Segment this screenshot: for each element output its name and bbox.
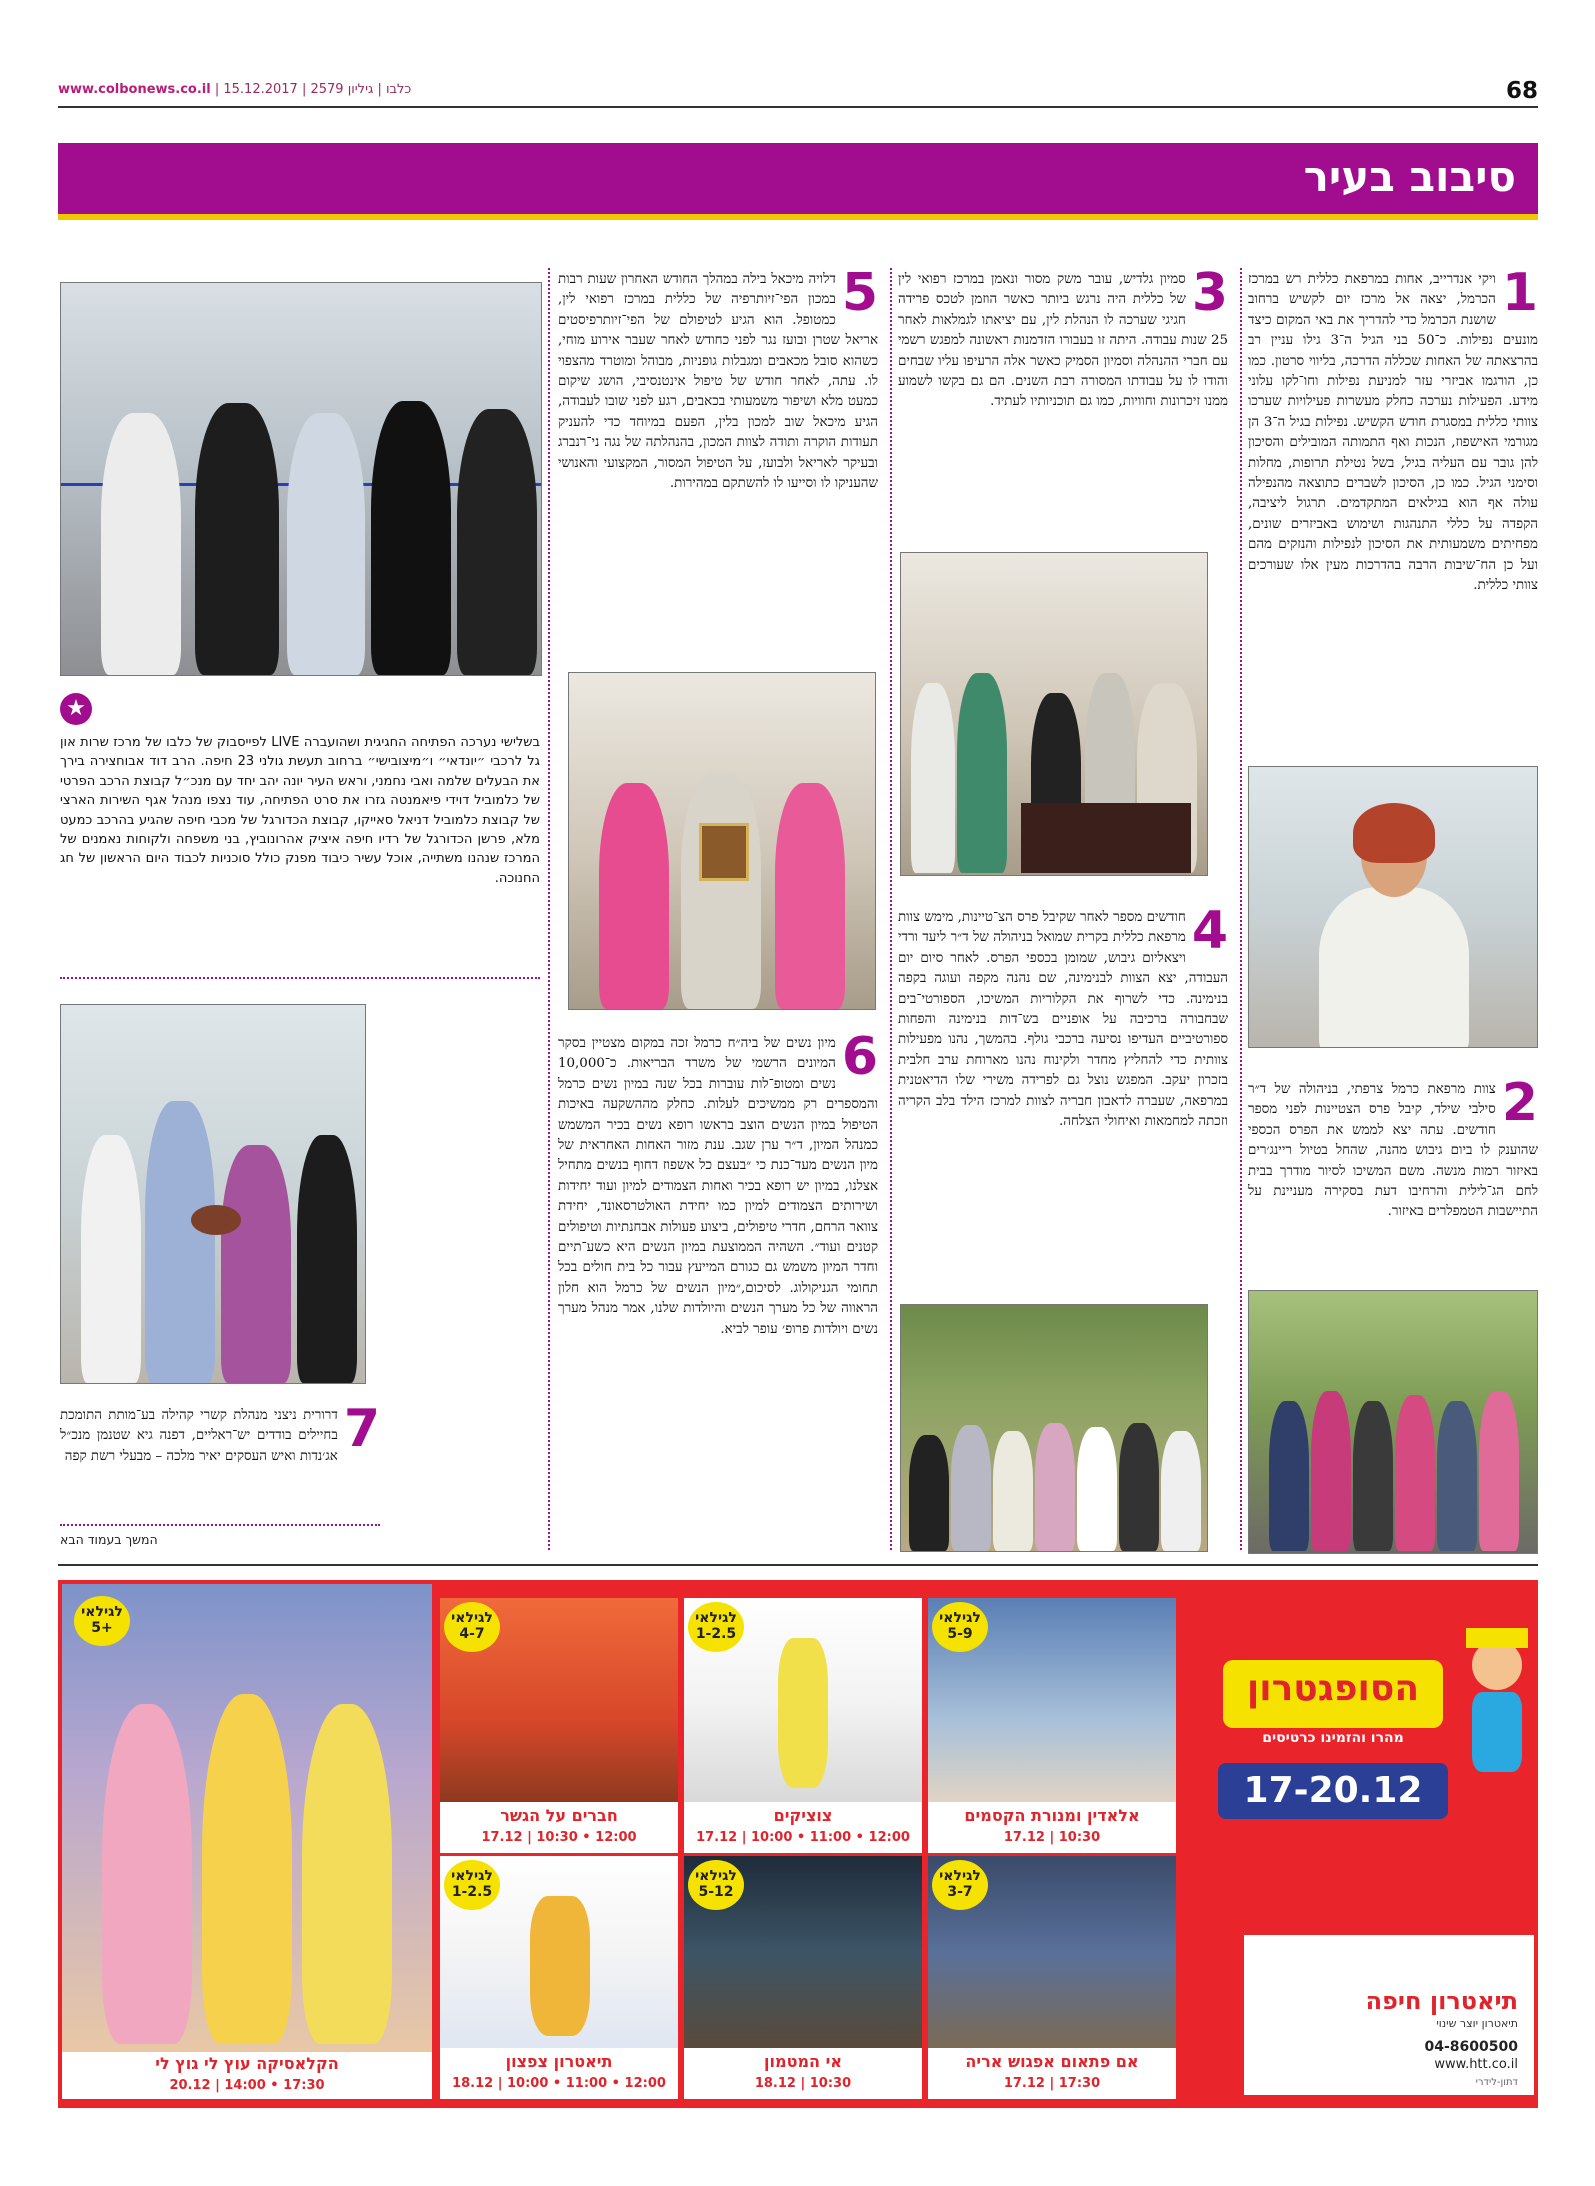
- column-divider: [890, 268, 892, 1550]
- show-times: 10:30 | 17.12: [1003, 1830, 1101, 1845]
- show-title: הקלאסיקה עוץ לי גוץ לי: [155, 2054, 339, 2073]
- age-badge: לגילאי 4-7: [444, 1602, 500, 1652]
- item-text: חודשים מספר לאחר שקיבל פרס הצ־טיינות, מימש צוות מרפאת כללית בקרית שמואל בניהולה של ד״ר ליעד ורדי ויצאליום גיבוש, שמומן בכספי הפרס. לאחר סיום יום העבודה, יצא הצוות לבנימינה, שם נהנה מקפה ועוגה בקפה בנימינה. כדי לשרוף את הקלוריות המשיכו, הספורטי־בים שבחבורה ברכיבה על אופניים בש־דות בנימינה והפחות ספורטיביים העדיפו נסיעה ברכבי גולף. בהמשך, נהנו מפעילות צוותית כדי להחליץ מחדר ולקינוח נהנו מארוחת ערב חלבית בזכרון יעקב. המפגש נוצל גם לפרידה משירי שלו הדיאטנית במרפאה, שעברה לדאבון חבריה לצוות למרכז הילד בלב הקריה וזכתה למחמאות ואיחולי הצלחה.: [898, 910, 1228, 1130]
- show-card[interactable]: [684, 1856, 922, 2099]
- item-text: צוות מרפאת כרמל צרפתי, בניהולה של ד״ר סילבי שילד, קיבל פרס הצטיינות לפני מספר חודשים. עתה יצא לממש את הפרס הכספי שהוענק לו ביום גיבוש מהנה, שהחל בטיול ריינג׳רים באיזור רמות מנשה. משם המשיכו לסיור מודרך בבית לחם הג־לילית והרחיבו דעת בסקירה מעניינת על התיישבות הטמפלרים באיזור.: [1248, 1082, 1538, 1220]
- show-card[interactable]: [440, 1856, 678, 2099]
- mascot-illustration: [1458, 1620, 1534, 1820]
- section-banner: [58, 143, 1538, 220]
- item-1: [1248, 270, 1538, 758]
- site-url[interactable]: www.colbonews.co.il: [58, 82, 211, 97]
- item-7: [60, 1406, 380, 1516]
- photo-womens-er-team: [60, 1004, 366, 1384]
- festival-title: הסופגטרון: [1223, 1660, 1443, 1728]
- item-number: 2: [1501, 1080, 1538, 1133]
- theatre-logo[interactable]: [1244, 1935, 1534, 2095]
- site-header: [58, 82, 411, 97]
- photo-opening-ceremony: [60, 282, 542, 676]
- page-number: 68: [1505, 78, 1538, 104]
- item-number: 7: [343, 1406, 380, 1459]
- item-text: ויקי אנדרייב, אחות במרפאת כללית רש במרכז הכרמל, יצאה אל מרכז יום לקשיש ברחוב שושנת הכרמל כדי להדריך את באי המקום כיצד מונעים נפילות. כ־50 בני הגיל ה־3 גילו עניין רב בהרצאתה של האחות שכללה הדרכה, בליווי סרטון. כמו כן, הורגמו אביזרי עזר למניעת נפילות וחו־לקו עלוני מידע. הפעילות נערכה כחלק מעשרות פעילויות שערכו צוותי כללית במסגרת חודש הקשיש. נפילות בגיל ה־3 הן מגורמי האישפוז, הנכות ואף התמותה המובילים והסיכון להן גובר עם העליה בגיל, בשל נטילת תרופות, מחלות וסימני הגיל. כמו כן, הסיכון לשברים כתוצאה מהנפילה עולה אף הוא בגילאים המתקדמים. תרגול ליציבה, הקפדה על כללי התנהגות ושימוש באביזרים שונים, מפחיתים משמעותית את הסיכון לנפילות והנזקים מהם ועל כן הח־שיבות הרבה בהדרכות מעין אלו שעורכים צוותי כללית.: [1248, 272, 1538, 594]
- age-badge: לגילאי 3-7: [932, 1860, 988, 1910]
- publication-info: | כלבו | גיליון 2579 | 15.12.2017: [214, 82, 412, 97]
- age-badge: לגילאי +5: [74, 1596, 130, 1646]
- theatre-name: תיאטרון חיפה: [1365, 1987, 1518, 2015]
- show-card[interactable]: [928, 1856, 1176, 2099]
- ad-rule: [58, 1564, 1538, 1566]
- item-text: דלויה מיכאל בילה במהלך החודש האחרון שעות רבות במכון הפי־זיותרפיה של כללית במרכז רפואי לין, כמטופל. הוא הגיע לטיפולם של הפי־זיותרפיסטים אריאל שטרן ובועז נגר לפני כחודש לאחר שעבר אירוע מוחי, כשהוא סובל מכאבים ומגבלות גופניות, מבוהל ומוטרד מהצפוי לו. עתה, לאחר חודש של טיפול אינטנסיבי, הושג שיקום כמעט מלא ושיפור משמעותי בכאבים, רגע לפני שובו לעבודה, הגיע מיכאל שוב למכון בלין, הפעם במיוחד כדי להעניק תעודות הוקרה ותודה לצוות המכון, בהנהלתה של נגה ני־רנברג ובעיקר לאריאל ולבועז, על הטיפול המסור, המקצועי והאנושי שהעניקו לו וסייעו לו להשתקם במהירות.: [558, 272, 878, 492]
- column-divider: [548, 268, 550, 1550]
- show-card-featured[interactable]: [62, 1584, 432, 2099]
- item-number: 3: [1191, 270, 1228, 323]
- photo-clinic-team-outing: [900, 1304, 1208, 1552]
- star-caption: בשלישי נערכה הפתיחה החגיגית ושהועברה LIVE לפייסבוק של כלבו של מרכז שרות און גל לרכבי ״יונדאי״ ו״מיצובישי״ ברחוב תעשת גולני 23 חיפה. הרב דוד אבוחצירה בירך את הבעלים שלמה ואבי נחמני, וראש העיר יונה יהב יחד עם מנכ״ל קבוצת הרכב הפרטי של כלמוביל דוידי פיאמנטה גזרו את סרט הפתיחה, עוד נצפו מנהל אגף השירות הארצי של קבוצת כלמוביל דניאל סאייקו, קבוצת הכדורגל של מכבי חיפה שהגיע בהרכב כמעט מלא, פרשן הכדורגל של רדיו חיפה איציק אהרונוביץ, בני משפחה ולקוחות נאמנים של המרכז שנהנו משתייה, אוכל עשיר כיבוד מפנק כולל סוכניות לכבוד היום הראשון של חג החנוכה.: [60, 735, 541, 886]
- show-title: חברים על הגשר: [500, 1806, 618, 1825]
- photo-team-park: [1248, 1290, 1538, 1554]
- photo-nurse-portrait: [1248, 766, 1538, 1048]
- show-times: 12:00 • 10:30 | 17.12: [481, 1830, 637, 1845]
- show-times: 17:30 | 17.12: [1003, 2076, 1101, 2091]
- item-number: 5: [841, 270, 878, 323]
- festival-subtitle: מהרו והזמינו כרטיסים: [1262, 1730, 1404, 1746]
- item-number: 4: [1191, 908, 1228, 961]
- item-number: 1: [1501, 270, 1538, 323]
- continued-rule: [60, 1524, 380, 1526]
- caption-rule: [60, 977, 540, 979]
- theatre-website[interactable]: www.htt.co.il: [1434, 2057, 1518, 2072]
- photo-physiotherapy-award: [568, 672, 876, 1010]
- item-4: [898, 908, 1228, 1330]
- age-badge: לגילאי 5-9: [932, 1602, 988, 1652]
- show-card[interactable]: [928, 1598, 1176, 1853]
- show-times: 12:00 • 11:00 • 10:00 | 18.12: [452, 2076, 666, 2091]
- show-times: 17:30 • 14:00 | 20.12: [169, 2078, 325, 2093]
- theatre-phone[interactable]: 04-8600500: [1424, 2039, 1518, 2055]
- theatre-credit: דתון-לידרי: [1475, 2077, 1518, 2088]
- item-3: [898, 270, 1228, 546]
- show-title: צוציקים: [773, 1806, 833, 1825]
- item-5: [558, 270, 878, 652]
- show-title: אי המטמון: [764, 2052, 842, 2071]
- show-title: אם פתאום אפגוש אריה: [965, 2052, 1139, 2071]
- star-icon: ★: [60, 693, 92, 725]
- item-text: דרורית ניצני מנהלת קשרי קהילה בע־מותת התומכת בחיילים בודדים יש־ראליים, דפנה גיא שטנמן מנכ״ל אג׳נדות ואיש העסקים יאיר מלכה – מבעלי רשת קפה: [60, 1408, 338, 1464]
- theatre-slogan: תיאטרון יוצר שינוי: [1436, 2017, 1518, 2030]
- show-title: אלאדין ומנורת הקסמים: [964, 1806, 1140, 1825]
- item-6: [558, 1034, 878, 1554]
- item-2: [1248, 1080, 1538, 1280]
- show-card[interactable]: [440, 1598, 678, 1853]
- section-title: סיבוב בעיר: [1303, 152, 1516, 201]
- item-text: מיון נשים של ביה״ח כרמל זכה במקום מצטיין בסקר המיונים הרשמי של משרד הבריאות. כ־10,000 נשים ומטופ־לות עוברות בכל שנה במיון נשים כרמל והמספרים רק ממשיכים לעלות. כחלק מההשקעה באיכות הטיפול במיון הנשים הוצב בראשו רופא נשים בכיר המשמש כמנהל המיון, ד״ר ערן שגב. ענת מזור האחות האחראית של מיון הנשים מעד־כנת כי ״בעצם כל אשפוז דחוף בנשים מתחיל אצלנו, במיון יש רופא בכיר ואחות הצמודים למיון ועוד יחידות ושירותים הצמודים למיון כמו יחידת האולטרסאונד, יחידת צוואר הרחם, חדרי טיפולים, ביצוע פעולות אבחנתיות וטיפולים קטנים ועוד״. השהיה הממוצעת במיון הנשים היא כשע־תיים וחדר המיון משמש גם כגורם המייעץ עבור כל בית חולים בכל תחומי הגניקולוג. לסיכום,״מיון הנשים של כרמל הוא חלון הראווה של כל מערך הנשים והיולדות שלנו, אמר מנהל מערך נשים ויולדות פרופ׳ עופר לביא.: [558, 1036, 878, 1337]
- header-rule: [58, 106, 1538, 108]
- banner-stripe: [58, 214, 1538, 220]
- continued-label: המשך בעמוד הבא: [60, 1532, 158, 1547]
- festival-dates: 17-20.12: [1218, 1763, 1448, 1819]
- age-badge: לגילאי 1-2.5: [444, 1860, 500, 1910]
- show-times: 10:30 | 18.12: [754, 2076, 852, 2091]
- show-card[interactable]: [684, 1598, 922, 1853]
- age-badge: לגילאי 5-12: [688, 1860, 744, 1910]
- show-times: 12:00 • 11:00 • 10:00 | 17.12: [696, 1830, 910, 1845]
- item-text: סמיון גלדיש, עובר משק מסור ונאמן במרכז רפואי לין של כללית היה נרגש ביותר כאשר הוזמן לטכס פרידה חגיגי שערכה לו הנהלת לין, עם יציאתו לגמלאות לאחר 25 שנות עבודה. היתה זו בעבורו הזדמנות ראשונה למפגש רשמי עם חברי ההנהלה וסמיון הסמיק כאשר אלה הרעיפו עליו שבחים והודו לו על עבודתו המסורה רבת השנים. הם גם בקשו לשמוע ממנו זיכרונות וחוויות, כמו גם תוכניותיו לעתיד.: [898, 272, 1228, 410]
- show-title: תיאטרון צפצון: [505, 2052, 613, 2071]
- photo-retirement-party: [900, 552, 1208, 876]
- column-divider: [1240, 268, 1242, 1550]
- theatre-ad[interactable]: [58, 1580, 1538, 2108]
- age-badge: לגילאי 1-2.5: [688, 1602, 744, 1652]
- item-number: 6: [841, 1034, 878, 1087]
